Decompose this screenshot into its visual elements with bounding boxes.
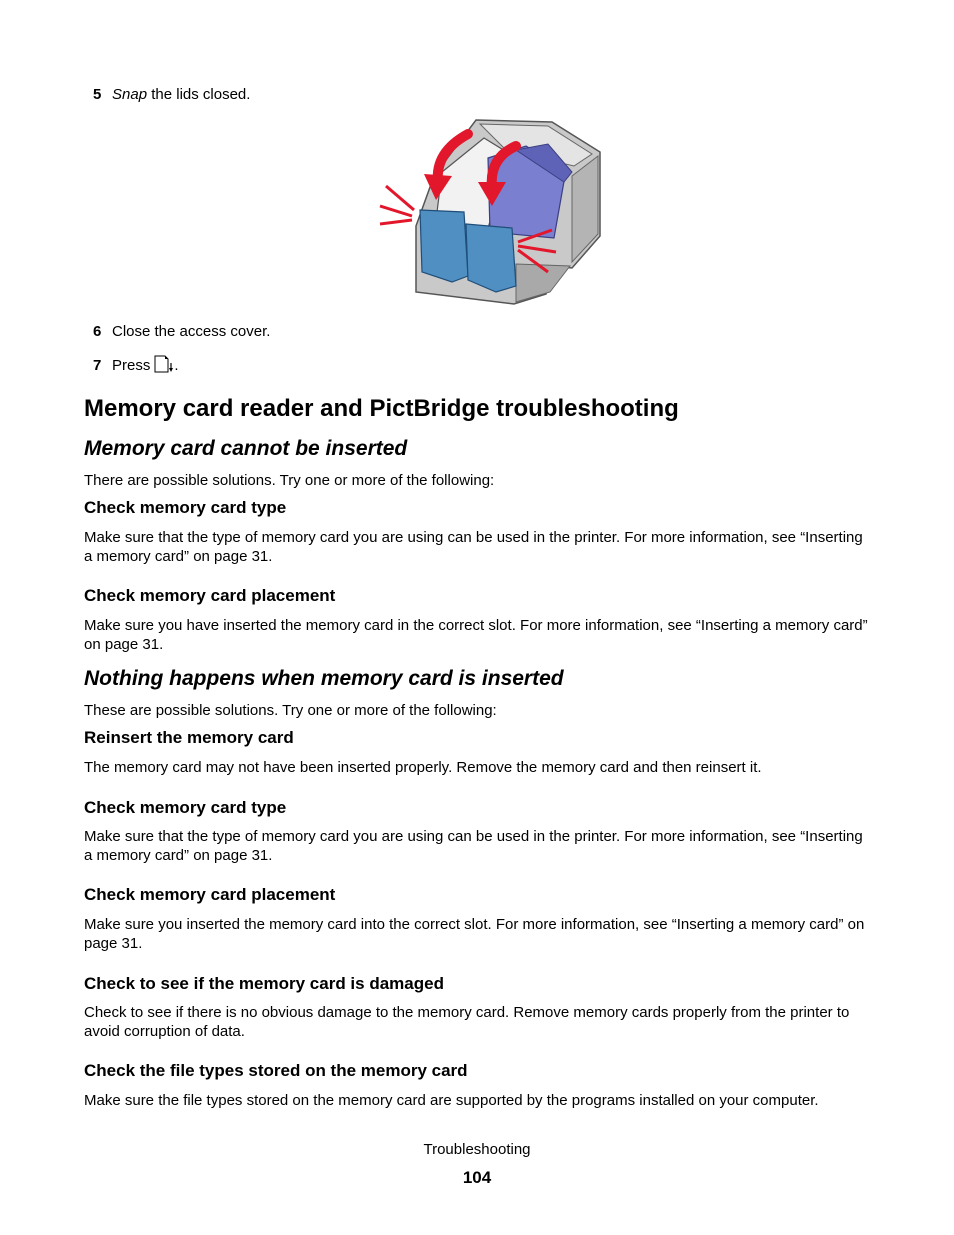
- section-intro: These are possible solutions. Try one or more of the following:: [84, 702, 497, 719]
- step-number: 6: [93, 323, 102, 340]
- item-heading: Check to see if the memory card is damaged: [84, 974, 444, 993]
- step-emphasis: Snap: [112, 86, 148, 103]
- section-heading: Nothing happens when memory card is inserted: [84, 667, 564, 690]
- step-text: Close the access cover.: [112, 323, 271, 340]
- section-heading: Memory card cannot be inserted: [84, 437, 408, 460]
- item-body: Check to see if there is no obvious damage to the memory card. Remove memory cards properly from the printer to avoid corruption of data.: [84, 1004, 850, 1040]
- item-heading: Check memory card type: [84, 498, 287, 517]
- item-body: Make sure you have inserted the memory card in the correct slot. For more information, see “Inserting a memory card” on page 31.: [84, 617, 868, 653]
- step-text: the lids closed.: [147, 86, 251, 103]
- start-button-icon: [154, 355, 174, 378]
- step-end: .: [174, 357, 179, 374]
- item-body: Make sure the file types stored on the memory card are supported by the programs installed on your computer.: [84, 1092, 819, 1109]
- step-number: 7: [93, 357, 102, 374]
- item-heading: Check memory card type: [84, 798, 287, 817]
- step-text: Press: [112, 357, 151, 374]
- item-heading: Reinsert the memory card: [84, 728, 294, 747]
- footer-section-name: Troubleshooting: [423, 1141, 531, 1158]
- item-body: Make sure that the type of memory card you are using can be used in the printer. For more information, see “Inserting a memory card” on page 31.: [84, 828, 863, 864]
- section-intro: There are possible solutions. Try one or more of the following:: [84, 472, 495, 489]
- item-body: The memory card may not have been inserted properly. Remove the memory card and then reinsert it.: [84, 759, 762, 776]
- item-heading: Check memory card placement: [84, 586, 336, 605]
- step-number: 5: [93, 86, 102, 103]
- page-title: Memory card reader and PictBridge troubleshooting: [84, 395, 679, 422]
- item-heading: Check memory card placement: [84, 885, 336, 904]
- item-body: Make sure you inserted the memory card into the correct slot. For more information, see “Inserting a memory card” on page 31.: [84, 916, 865, 952]
- step-7: [93, 355, 179, 378]
- printer-cartridge-lids-illustration: [376, 116, 606, 308]
- step-6: [93, 323, 270, 341]
- item-body: Make sure that the type of memory card you are using can be used in the printer. For more information, see “Inserting a memory card” on page 31.: [84, 529, 863, 565]
- step-5: [93, 86, 250, 104]
- item-heading: Check the file types stored on the memory card: [84, 1061, 468, 1080]
- page-number: 104: [462, 1168, 492, 1187]
- printer-cartridge-illustration: [376, 116, 606, 308]
